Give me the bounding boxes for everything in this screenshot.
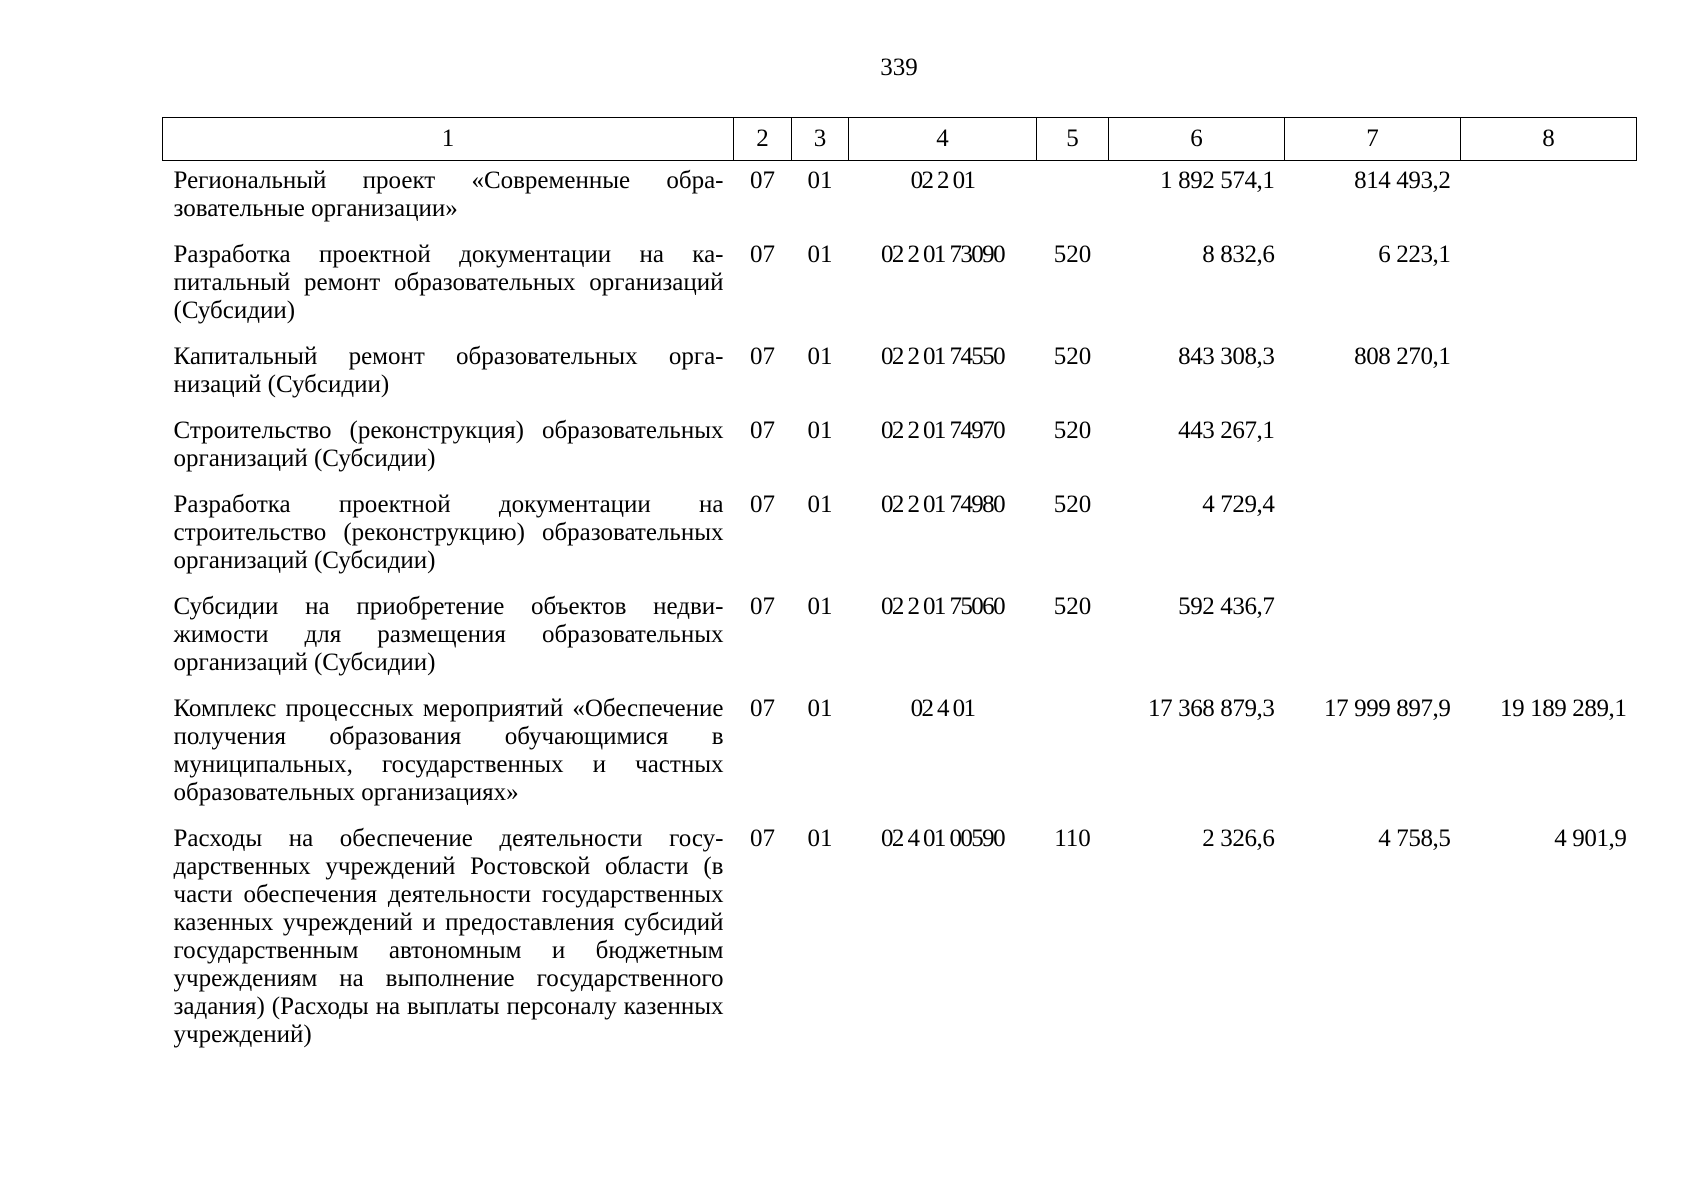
row-name: Комплекс процессных мероприятий «Обеспечение получения образования обучающимися в муниципальных, государственных и частных образовательных организациях»: [173, 695, 724, 806]
row-amount-col8: [1461, 235, 1637, 337]
table-row: [163, 235, 1637, 337]
page-number: 339: [880, 54, 918, 81]
row-amount-col7: 6 223,1: [1378, 241, 1451, 268]
row-target-article: 02 4 01 00590: [881, 825, 1004, 852]
row-expense-type: 520: [1053, 417, 1092, 444]
row-amount-col7: 814 493,2: [1354, 167, 1451, 194]
row-section: 07: [750, 417, 775, 444]
header-col-3: 3: [792, 118, 849, 161]
row-name: Региональный проект «Современные образовательные организации»: [173, 167, 724, 222]
row-section: 07: [750, 241, 775, 268]
row-expense-type: 520: [1053, 241, 1092, 268]
row-amount-col8: [1461, 161, 1637, 236]
row-target-article: 02 2 01 73090: [881, 241, 1004, 268]
table-row: [163, 819, 1637, 1061]
header-col-2: 2: [734, 118, 792, 161]
row-amount-col6: 17 368 879,3: [1148, 695, 1275, 722]
header-row: [163, 118, 1637, 161]
row-name: Капитальный ремонт образовательных организаций (Субсидии): [173, 343, 724, 398]
row-amount-col7: 4 758,5: [1378, 825, 1451, 852]
row-subsection: 01: [807, 491, 833, 518]
table-row: [163, 161, 1637, 236]
row-amount-col8: [1461, 411, 1637, 485]
row-expense-type: 520: [1053, 593, 1092, 620]
row-name: Субсидии на приобретение объектов недвижимости для размещения образовательных организаций (Субсидии): [173, 593, 724, 676]
row-amount-col6: 1 892 574,1: [1160, 167, 1275, 194]
table-body: [163, 161, 1637, 1062]
row-target-article: 02 4 01: [910, 695, 975, 722]
row-section: 07: [750, 167, 775, 194]
row-amount-col8: [1461, 587, 1637, 689]
row-subsection: 01: [807, 695, 833, 722]
row-section: 07: [750, 695, 775, 722]
row-subsection: 01: [807, 417, 833, 444]
row-amount-col7: [1285, 485, 1461, 587]
table-header: [163, 118, 1637, 161]
row-expense-type: [1037, 161, 1109, 236]
header-col-1: 1: [163, 118, 734, 161]
row-amount-col8: [1461, 337, 1637, 411]
header-col-6: 6: [1109, 118, 1285, 161]
row-expense-type: 520: [1053, 343, 1092, 370]
row-target-article: 02 2 01 74980: [881, 491, 1004, 518]
header-col-7: 7: [1285, 118, 1461, 161]
row-expense-type: [1037, 689, 1109, 819]
row-amount-col6: 443 267,1: [1178, 417, 1275, 444]
row-amount-col8: 4 901,9: [1554, 825, 1627, 852]
row-name: Разработка проектной документации на строительство (реконструкцию) образовательных организаций (Субсидии): [173, 491, 724, 574]
row-amount-col7: [1285, 411, 1461, 485]
row-target-article: 02 2 01 75060: [881, 593, 1004, 620]
row-name: Разработка проектной документации на капитальный ремонт образовательных организаций (Субсидии): [173, 241, 724, 324]
header-col-8: 8: [1461, 118, 1637, 161]
table-row: [163, 689, 1637, 819]
header-col-4: 4: [849, 118, 1037, 161]
row-subsection: 01: [807, 593, 833, 620]
row-subsection: 01: [807, 825, 833, 852]
row-subsection: 01: [807, 167, 833, 194]
table-row: [163, 587, 1637, 689]
row-section: 07: [750, 825, 775, 852]
row-amount-col7: [1285, 587, 1461, 689]
row-amount-col6: 843 308,3: [1178, 343, 1275, 370]
row-target-article: 02 2 01 74550: [881, 343, 1004, 370]
row-amount-col6: 592 436,7: [1178, 593, 1275, 620]
table-row: [163, 411, 1637, 485]
header-col-5: 5: [1037, 118, 1109, 161]
row-section: 07: [750, 343, 775, 370]
row-amount-col7: 808 270,1: [1354, 343, 1451, 370]
row-amount-col7: 17 999 897,9: [1324, 695, 1451, 722]
row-name: Расходы на обеспечение деятельности государственных учреждений Ростовской области (в части обеспечения деятельности государственных казенных учреждений и предоставления субсидий государственным автономным и бюджетным учреждениям на выполнение государственного задания) (Расходы на выплаты персоналу казенных учреждений): [173, 825, 724, 1048]
row-name: Строительство (реконструкция) образовательных организаций (Субсидии): [173, 417, 724, 472]
row-expense-type: 110: [1054, 825, 1091, 852]
row-subsection: 01: [807, 241, 833, 268]
row-amount-col6: 4 729,4: [1202, 491, 1275, 518]
budget-table: [162, 117, 1637, 1061]
row-section: 07: [750, 593, 775, 620]
row-target-article: 02 2 01 74970: [881, 417, 1004, 444]
row-amount-col8: [1461, 485, 1637, 587]
row-amount-col6: 2 326,6: [1202, 825, 1275, 852]
row-expense-type: 520: [1053, 491, 1092, 518]
row-amount-col6: 8 832,6: [1202, 241, 1275, 268]
table-row: [163, 485, 1637, 587]
row-subsection: 01: [807, 343, 833, 370]
row-amount-col8: 19 189 289,1: [1500, 695, 1627, 722]
table-row: [163, 337, 1637, 411]
row-target-article: 02 2 01: [910, 167, 975, 194]
row-section: 07: [750, 491, 775, 518]
